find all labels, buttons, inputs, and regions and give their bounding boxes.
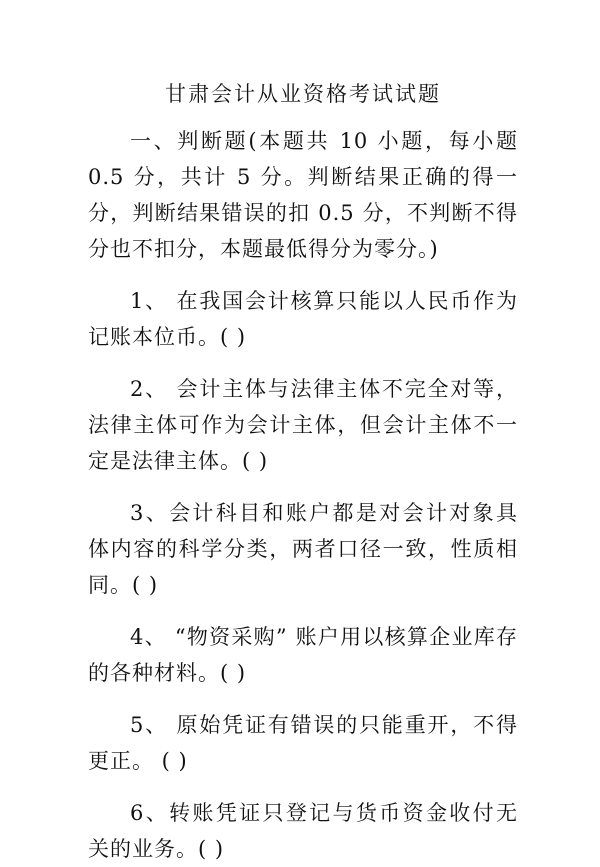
question-2: 2、 会计主体与法律主体不完全对等，法律主体可作为会计主体，但会计主体不一定是法律主体。( ): [88, 377, 518, 473]
question-4: 4、 “物资采购” 账户用以核算企业库存的各种材料。( ): [88, 625, 518, 685]
question-6: 6、转账凭证只登记与货币资金收付无关的业务。( ): [88, 801, 518, 861]
page-title: 甘肃会计从业资格考试试题: [165, 82, 441, 106]
question-3: 3、会计科目和账户都是对会计对象具体内容的科学分类，两者口径一致，性质相同。( ): [88, 501, 518, 597]
question-1: 1、 在我国会计核算只能以人民币作为记账本位币。( ): [88, 289, 518, 349]
section-intro: 一、判断题(本题共 10 小题，每小题 0.5 分，共计 5 分。判断结果正确的得一分，判断结果错误的扣 0.5 分，不判断不得分也不扣分，本题最低得分为零分。): [88, 129, 518, 261]
question-5: 5、 原始凭证有错误的只能重开，不得更正。 ( ): [88, 713, 518, 773]
